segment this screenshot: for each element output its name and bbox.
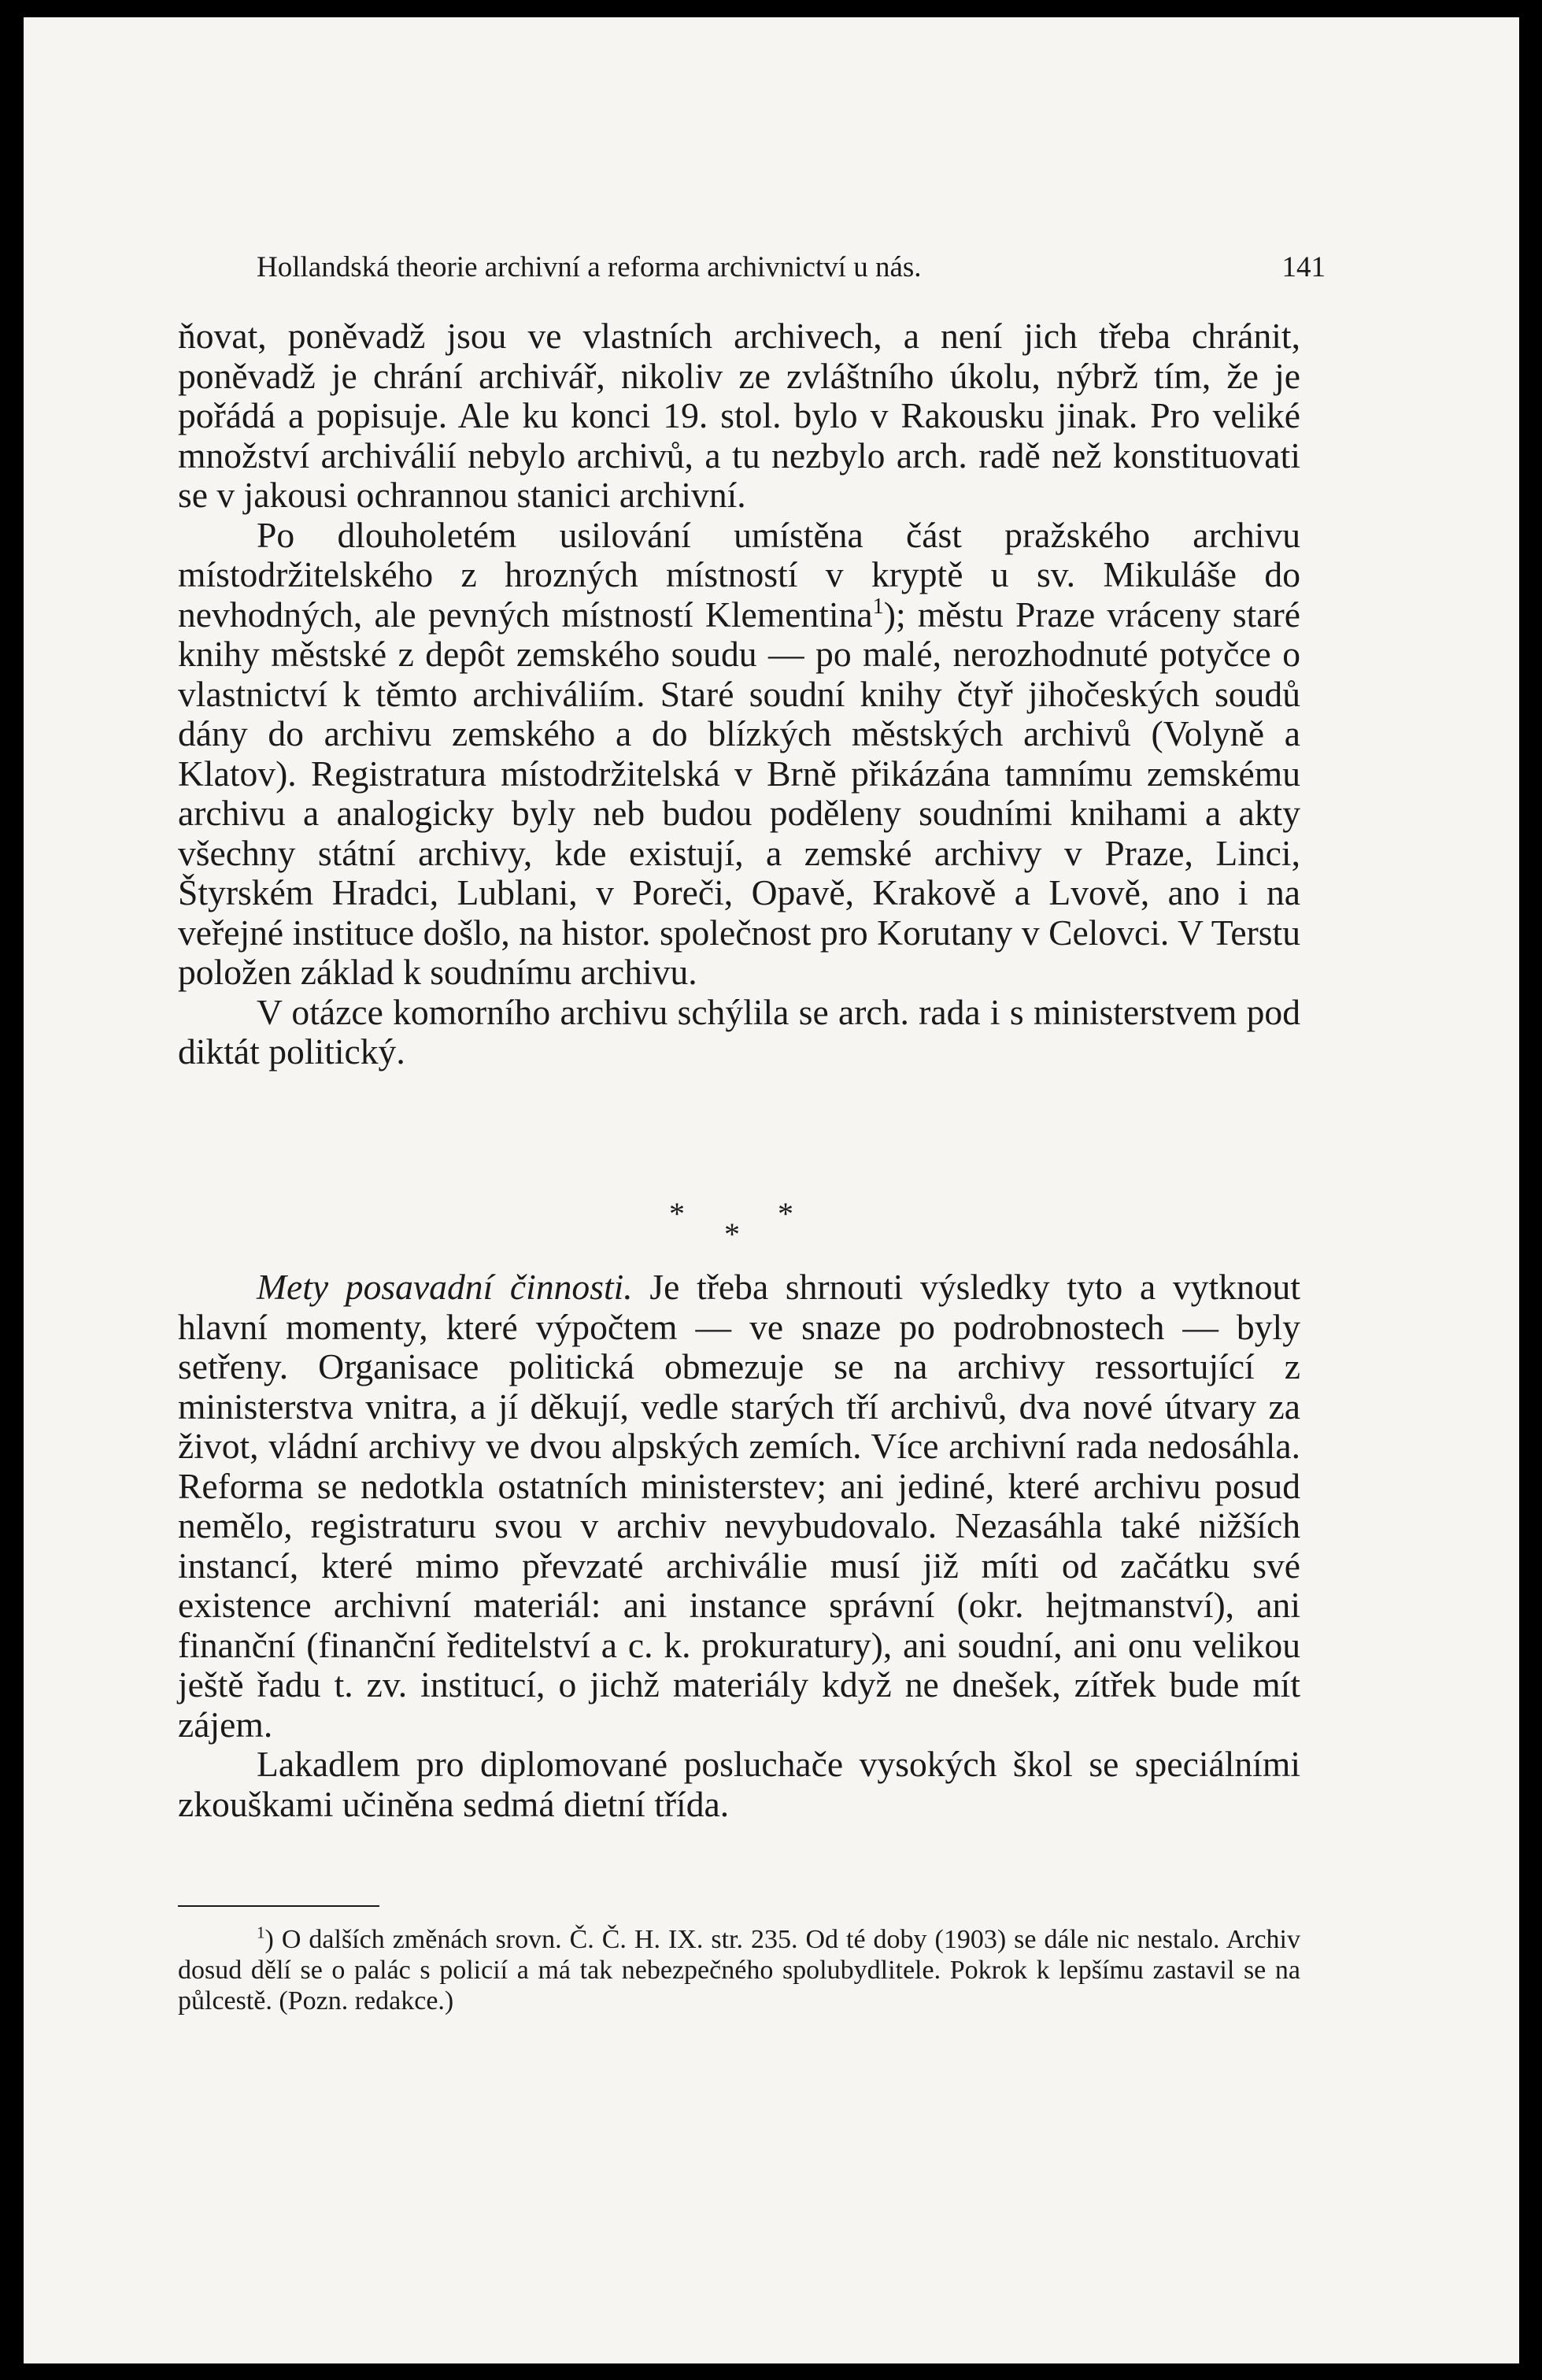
main-text bbox=[178, 316, 1300, 1072]
section-text bbox=[178, 1268, 1300, 1824]
footnote-marker: 1 bbox=[257, 1923, 265, 1942]
section-separator bbox=[638, 1195, 968, 1258]
page-number: 141 bbox=[1281, 251, 1326, 283]
section-heading: Mety posavadní činnosti. bbox=[257, 1267, 633, 1307]
running-title: Hollandská theorie archivní a reforma archivnictví u nás. bbox=[257, 251, 922, 283]
paragraph-1: ňovat, poněvadž jsou ve vlastních archivech, a není jich třeba chránit, poněvadž je chrání archivář, nikoliv ze zvláštního úkolu, nýbrž tím, že je pořádá a popisuje. Ale ku konci 19. stol. bylo v Rakousku jinak. Pro veliké množství archiválií nebylo archivů, a tu nezbylo arch. radě než konstituovati se v jakousi ochrannou stanici archivní. bbox=[178, 316, 1300, 515]
asterisk-left: * bbox=[669, 1196, 685, 1231]
paragraph-2-part-a: Po dlouholetém usilování umístěna část pražského archivu místodržitelského z hrozných místností v kryptě u sv. Mikuláše do nevhodných, ale pevných místností Klementina bbox=[178, 514, 1300, 635]
paragraph-3: V otázce komorního archivu schýlila se arch. rada i s ministerstvem pod diktát politický. bbox=[178, 991, 1300, 1072]
paragraph-4-text: Je třeba shrnouti výsledky tyto a vytknout hlavní momenty, které výpočtem — ve snaze po podrobnostech — byly setřeny. Organisace politická obmezuje se na archivy ressortující z ministerstva vnitra, a jí děkují, vedle starých tří archivů, dva nové útvary za život, vládní archivy ve dvou alpských zemích. Více archivní rada nedosáhla. Reforma se nedotkla ostatních ministerstev; ani jediné, které archivu posud nemělo, registraturu svou v archiv nevybudovalo. Nezasáhla také nižších instancí, které mimo převzaté archiválie musí již míti od začátku své existence archivní materiál: ani instance správní (okr. hejtmanství), ani finanční (finanční ředitelství a c. k. prokuratury), ani soudní, ani onu velikou ještě řadu t. zv. institucí, o jichž materiály když ne dnešek, zítřek bude mít zájem. bbox=[178, 1267, 1300, 1745]
paragraph-2 bbox=[178, 516, 1300, 993]
document-page bbox=[24, 17, 1519, 2363]
running-header bbox=[257, 250, 1326, 298]
paragraph-2-part-b: ); městu Praze vráceny staré knihy městské z depôt zemského soudu — po malé, nerozhodnuté potyčce o vlastnictví k těmto archiváliím. Staré soudní knihy čtyř jihočeských soudů dány do archivu zemského a do blízkých městských archivů (Volyně a Klatov). Registratura místodržitelská v Brně přikázána tamnímu zemskému archivu a analogicky byly neb budou poděleny soudními knihami a akty všechny státní archivy, kde existují, a zemské archivy v Praze, Linci, Štyrském Hradci, Lublani, v Poreči, Opavě, Krakově a Lvově, ano i na veřejné instituce došlo, na histor. společnost pro Korutany v Celovci. V Terstu položen základ k soudnímu archivu. bbox=[178, 594, 1300, 992]
paragraph-5: Lakadlem pro diplomované posluchače vysokých škol se speciálními zkouškami učiněna sedmá dietní třída. bbox=[178, 1744, 1300, 1824]
asterisk-middle: * bbox=[724, 1216, 740, 1252]
footnote-body: ) O dalších změnách srovn. Č. Č. H. IX. str. 235. Od té doby (1903) se dále nic nestalo. Archiv dosud dělí se o palác s policií a má tak nebezpečného spolubydlitele. Pokrok k lepšímu zastavil se na půlcestě. (Pozn. redakce.) bbox=[178, 1925, 1300, 2015]
asterisk-right: * bbox=[778, 1196, 793, 1231]
footnote-divider bbox=[178, 1905, 379, 1907]
paragraph-4 bbox=[178, 1268, 1300, 1745]
footnote bbox=[178, 1924, 1300, 2016]
footnote-text bbox=[178, 1924, 1300, 2016]
footnote-reference[interactable]: 1 bbox=[872, 594, 884, 619]
